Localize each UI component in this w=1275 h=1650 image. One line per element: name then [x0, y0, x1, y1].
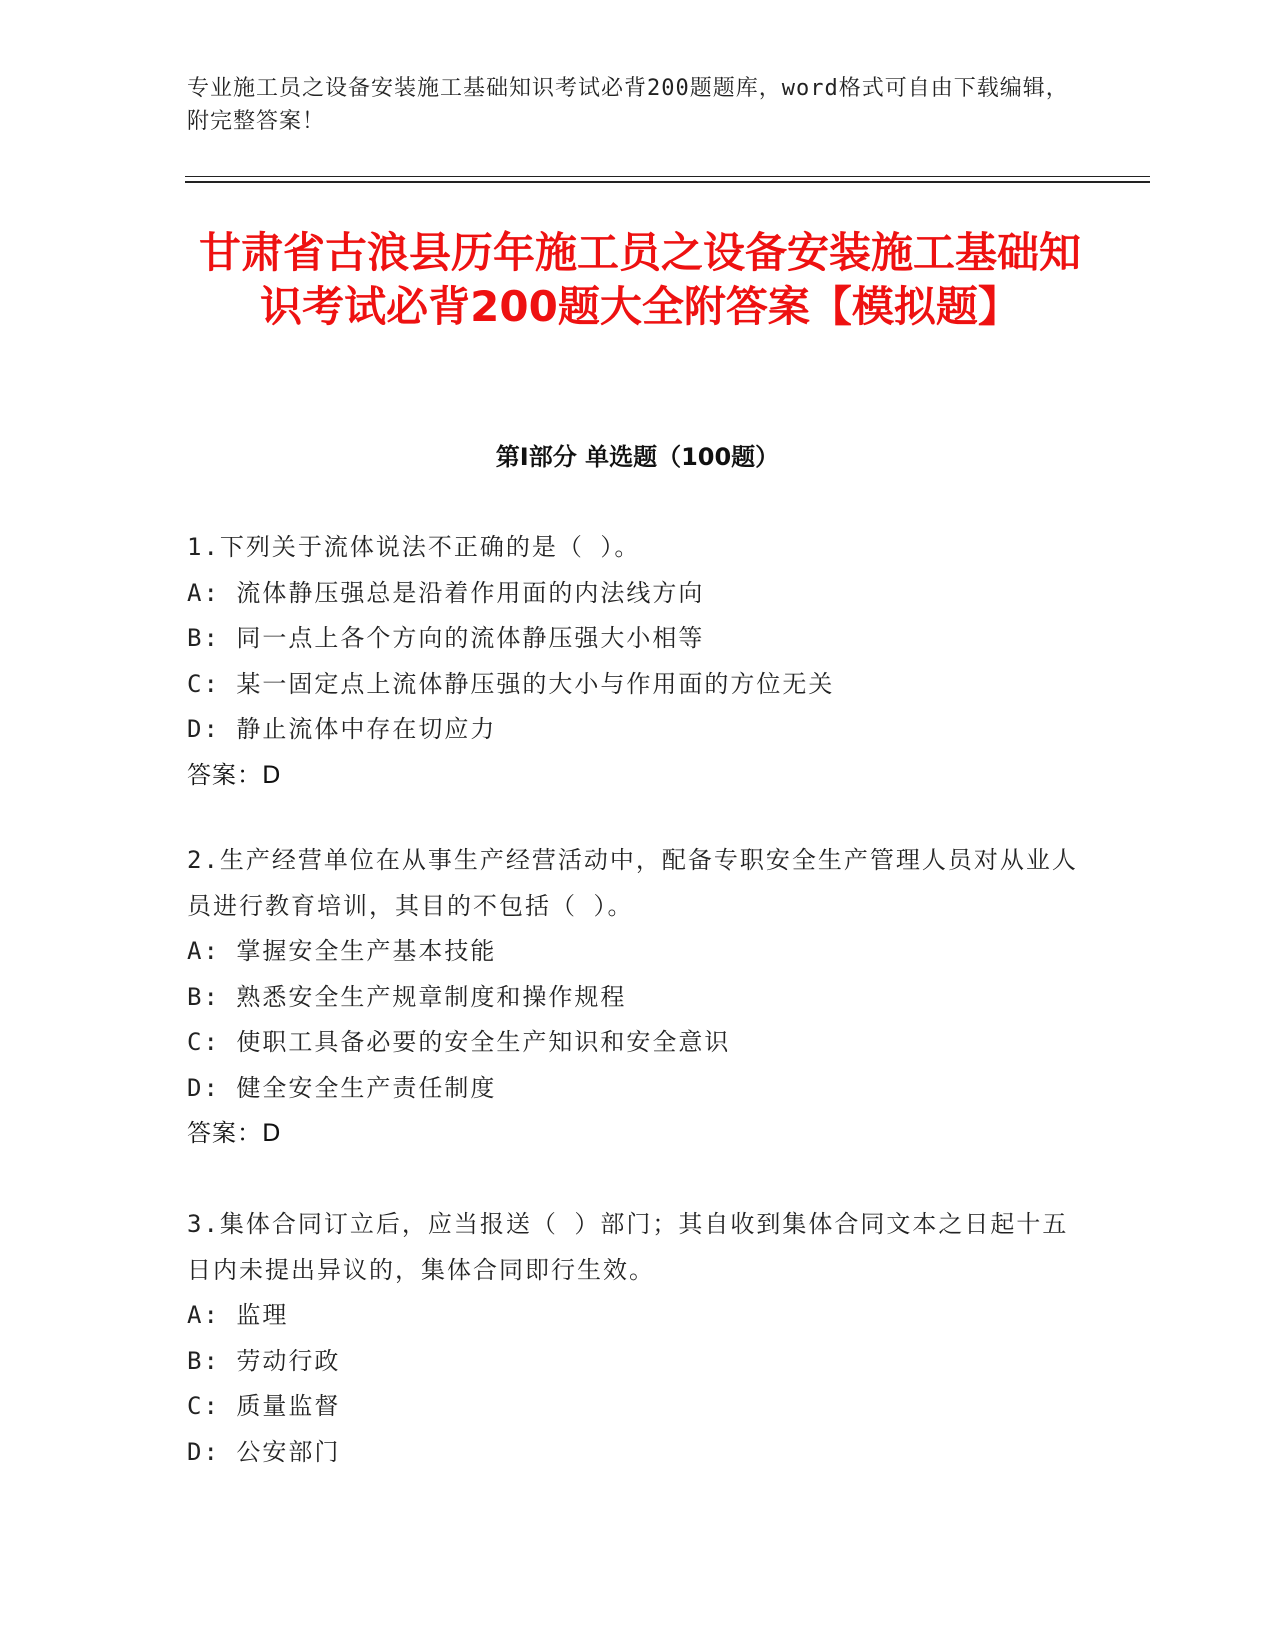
- answer: 答案：D: [187, 1119, 282, 1147]
- question-2: [187, 838, 1087, 1157]
- question-stem: 2.生产经营单位在从事生产经营活动中，配备专职安全生产管理人员对从业人员进行教育培训，其目的不包括（ ）。: [187, 846, 1078, 920]
- option-b: B: 同一点上各个方向的流体静压强大小相等: [187, 624, 705, 652]
- section-title: 第I部分 单选题（100题）: [495, 443, 780, 471]
- question-stem: 1.下列关于流体说法不正确的是（ ）。: [187, 533, 641, 561]
- answer: 答案：D: [187, 760, 282, 789]
- option-b: B: 熟悉安全生产规章制度和操作规程: [187, 982, 627, 1011]
- option-a: A: 掌握安全生产基本技能: [187, 937, 497, 965]
- option-a: A: 监理: [187, 1301, 289, 1329]
- header-divider-thin: [185, 176, 1150, 177]
- option-b: B: 劳动行政: [187, 1346, 341, 1375]
- header-note: 专业施工员之设备安装施工基础知识考试必背200题题库，word格式可自由下载编辑，附完整答案！: [187, 76, 1069, 134]
- option-c: C: 使职工具备必要的安全生产知识和安全意识: [187, 1028, 731, 1056]
- question-3: [187, 1202, 1087, 1475]
- question-1: [187, 525, 1087, 798]
- option-d: D: 静止流体中存在切应力: [187, 715, 497, 743]
- option-c: C: 某一固定点上流体静压强的大小与作用面的方位无关: [187, 669, 835, 698]
- option-c: C: 质量监督: [187, 1392, 341, 1420]
- option-a: A: 流体静压强总是沿着作用面的内法线方向: [187, 578, 705, 607]
- header-divider-thick: [185, 181, 1150, 183]
- question-stem: 3.集体合同订立后，应当报送（ ）部门；其自收到集体合同文本之日起十五日内未提出异议的，集体合同即行生效。: [187, 1210, 1069, 1284]
- option-d: D: 健全安全生产责任制度: [187, 1073, 497, 1102]
- document-title: 甘肃省古浪县历年施工员之设备安装施工基础知识考试必背200题大全附答案【模拟题】: [198, 228, 1081, 331]
- option-d: D: 公安部门: [187, 1437, 341, 1466]
